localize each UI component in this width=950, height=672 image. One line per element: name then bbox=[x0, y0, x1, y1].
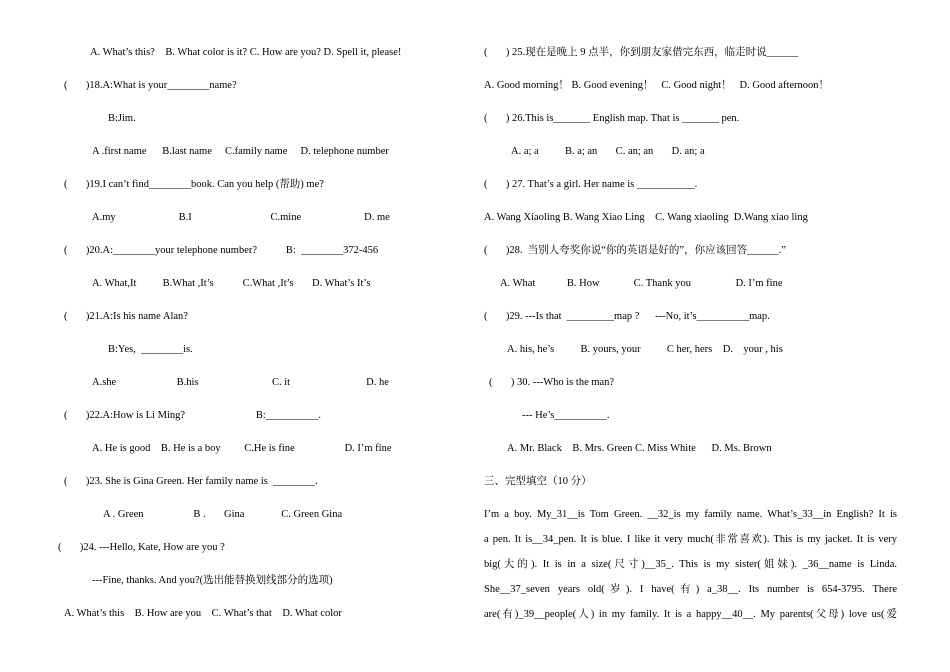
q23-options: A . Green B . Gina C. Green Gina bbox=[103, 509, 343, 520]
q28-options: A. What B. How C. Thank you D. I’m fine bbox=[500, 278, 783, 289]
section-cloze-heading: 三、完型填空（10 分） bbox=[484, 476, 592, 487]
q30-response: --- He’s__________. bbox=[522, 410, 610, 421]
q25-question: ( ) 25.现在是晚上 9 点半，你到朋友家借完东西，临走时说______ bbox=[484, 47, 799, 58]
q20-options: A. What,It B.What ,It’s C.What ,It’s D. What’s It’s bbox=[92, 278, 371, 289]
q21-options: A.she B.his C. it D. he bbox=[92, 377, 389, 388]
q18-question: ( )18.A:What is your________name? bbox=[64, 80, 237, 91]
q18-response: B:Jim. bbox=[108, 113, 136, 124]
q22-options: A. He is good B. He is a boy C.He is fine D. I’m fine bbox=[92, 443, 392, 454]
q29-question: ( )29. ---Is that _________map ? ---No, it’s__________map. bbox=[484, 311, 770, 322]
q22-question: ( )22.A:How is Li Ming? B:__________. bbox=[64, 410, 321, 421]
q21-response: B:Yes, ________is. bbox=[108, 344, 193, 355]
cloze-passage-line-2: a pen. It is__34_pen. It is blue. I like it very much(非常喜欢). This is my jacket. It is very bbox=[484, 534, 897, 545]
cloze-passage-line-4: She__37_seven years old(岁). I have(有) a_38__. Its number is 654-3795. There bbox=[484, 584, 897, 595]
q24-response: ---Fine, thanks. And you?(选出能替换划线部分的选项) bbox=[92, 575, 333, 586]
q26-question: ( ) 26.This is_______ English map. That is _______ pen. bbox=[484, 113, 740, 124]
q25-options: A. Good morning！ B. Good evening！ C. Good night！ D. Good afternoon！ bbox=[484, 80, 830, 91]
q28-question: ( )28. 当别人夸奖你说“你的英语是好的”，你应该回答______.” bbox=[484, 245, 786, 256]
cloze-passage-line-1: I’m a boy. My_31__is Tom Green. __32_is my family name. What’s_33__in English? It is bbox=[484, 509, 897, 520]
q18-options: A .first name B.last name C.family name D. telephone number bbox=[92, 146, 389, 157]
q17-options: A. What’s this? B. What color is it? C. How are you? D. Spell it, please! bbox=[90, 47, 402, 58]
q27-options: A. Wang Xiaoling B. Wang Xiao Ling C. Wang xiaoling D.Wang xiao ling bbox=[484, 212, 808, 223]
q26-options: A. a; a B. a; an C. an; an D. an; a bbox=[511, 146, 705, 157]
q29-options: A. his, he’s B. yours, your C her, hers D. your , his bbox=[507, 344, 783, 355]
q19-question: ( )19.I can’t find________book. Can you help (帮助) me? bbox=[64, 179, 324, 190]
cloze-passage-line-3: big(大的). It is in a size(尺寸)__35_. This is my sister(姐妹). _36__name is Linda. bbox=[484, 559, 897, 570]
q19-options: A.my B.I C.mine D. me bbox=[92, 212, 390, 223]
cloze-passage-line-5: are(有)_39__people(人) in my family. It is a happy__40__. My parents(父母) love us(爱 bbox=[484, 609, 897, 620]
q21-question: ( )21.A:Is his name Alan? bbox=[64, 311, 188, 322]
q27-question: ( ) 27. That’s a girl. Her name is ___________. bbox=[484, 179, 698, 190]
q20-question: ( )20.A:________your telephone number? B: ________372-456 bbox=[64, 245, 379, 256]
q24-question: ( )24. ---Hello, Kate, How are you ? bbox=[58, 542, 225, 553]
q23-question: ( )23. She is Gina Green. Her family name is ________. bbox=[64, 476, 318, 487]
q30-options: A. Mr. Black B. Mrs. Green C. Miss White D. Ms. Brown bbox=[507, 443, 772, 454]
q24-options: A. What’s this B. How are you C. What’s that D. What color bbox=[64, 608, 342, 619]
q30-question: ( ) 30. ---Who is the man? bbox=[489, 377, 615, 388]
